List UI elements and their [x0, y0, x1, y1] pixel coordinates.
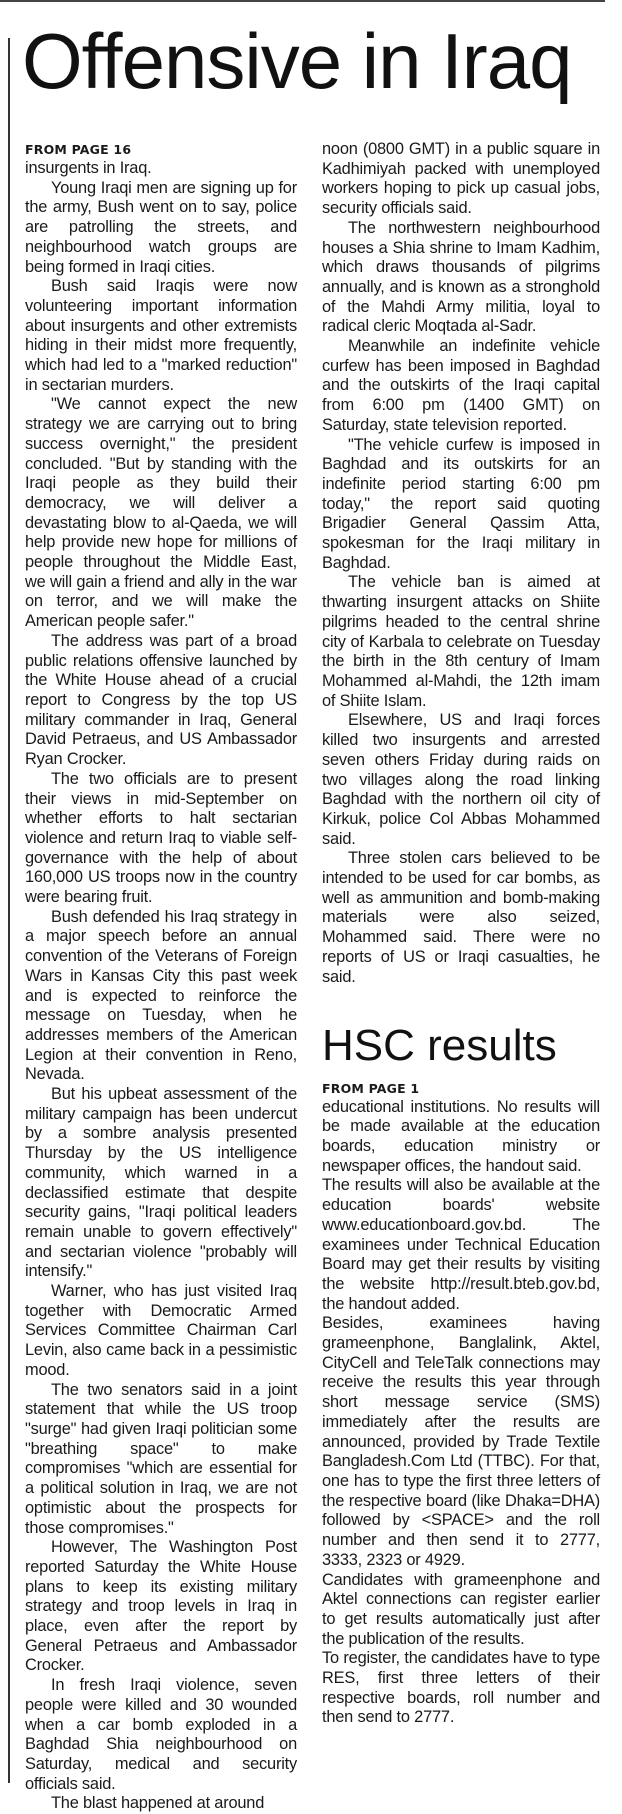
paragraph: "We cannot expect the new strategy we are carrying out to bring success overnight," the president concluded. "But by standing with the Iraqi people as they build their democracy, we will deliver a devastating blow to al-Qaeda, we will help provide new hope for millions of people throughout the Middle East, we will gain a friend and ally in the war on terror, and we will make the American people safer." — [25, 395, 297, 631]
right-column-stack — [322, 140, 600, 1728]
paragraph: Young Iraqi men are signing up for the army, Bush went on to say, police are patrolling the streets, and neighbourhood watch groups are being formed in Iraqi cities. — [25, 178, 297, 276]
paragraph: "The vehicle curfew is imposed in Baghdad and its outskirts for an indefinite period starting 6:00 pm today," the report said quoting Brigadier General Qassim Atta, spokesman for the Iraqi military in Baghdad. — [322, 435, 600, 572]
from-page-label: FROM PAGE 1 — [322, 1080, 420, 1096]
paragraph: Warner, who has just visited Iraq together with Democratic Armed Services Committee Chairman Carl Levin, also came back in a pessimistic mood. — [25, 1282, 297, 1379]
paragraph: The two senators said in a joint statement that while the US troop "surge" had given Iraqi politician some "breathing space" to make compromises "which are essential for a political solution in Iraq, we are not optimistic about the prospects for those compromises." — [25, 1380, 297, 1537]
hsc-article-body — [322, 1079, 600, 1729]
headline-offensive-in-iraq: Offensive in Iraq — [22, 17, 572, 105]
paragraph: Meanwhile an indefinite vehicle curfew has been imposed in Baghdad and the outskirts of the Iraqi capital from 6:00 pm (1400 GMT) on Saturday, state television reported. — [322, 337, 600, 434]
paragraph: Bush defended his Iraq strategy in a major speech before an annual convention of the Veterans of Foreign Wars in Kansas City this past week and is expected to reinforce the message on Tuesday, when he addresses members of the American Legion at their convention in Reno, Nevada. — [25, 907, 297, 1084]
paragraph: But his upbeat assessment of the military campaign has been undercut by a sombre analysis presented Thursday by the US intelligence community, which warned in a declassified estimate that despite security gains, "Iraqi political leaders remain unable to govern effectively" and sectarian violence "probably will intensify." — [25, 1085, 297, 1281]
paragraph: The two officials are to present their views in mid-September on whether efforts to halt sectarian violence and return Iraq to viable self-governance with the help of about 160,000 US troops now in the country were bearing fruit. — [25, 769, 297, 907]
paragraph: educational institutions. No results will be made available at the education boards, education ministry or newspaper offices, the handout said. — [322, 1097, 600, 1175]
paragraph: The northwestern neighbourhood houses a Shia shrine to Imam Kadhim, which draws thousands of pilgrims annually, and is known as a stronghold of the Mahdi Army militia, loyal to radical cleric Moqtada al-Sadr. — [322, 218, 600, 336]
paragraph: Bush said Iraqis were now volunteering important information about insurgents and other extremists hiding in their midst more frequently, which had led to a "marked reduction" in sectarian murders. — [25, 277, 297, 394]
from-page-label: FROM PAGE 16 — [25, 142, 132, 157]
paragraph: Besides, examinees having grameenphone, Banglalink, Aktel, CityCell and TeleTalk connections may receive the results this year through short message service (SMS) immediately after the results are announced, provided by Trade Textile Bangladesh.Com Ltd (TTBC). For that, one has to type the first three letters of the respective board (like Dhaka=DHA) followed by <SPACE> and the roll number and then send it to 2777, 3333, 2323 or 4929. — [322, 1314, 600, 1569]
paragraph: The vehicle ban is aimed at thwarting insurgent attacks on Shiite pilgrims headed to the central shrine city of Karbala to celebrate on Tuesday the birth in the 8th century of Imam Mohammed al-Mahdi, the 12th imam of Shiite Islam. — [322, 573, 600, 710]
top-rule — [0, 0, 605, 2]
paragraph: Three stolen cars believed to be intended to be used for car bombs, as well as ammunition and bomb-making materials were also seized, Mohammed said. There were no reports of US or Iraqi casualties, he said. — [322, 849, 600, 986]
paragraph: noon (0800 GMT) in a public square in Kadhimiyah packed with unemployed workers hoping to pick up casual jobs, security officials said. — [322, 140, 600, 218]
paragraph: To register, the candidates have to type RES, first three letters of their respective boards, roll number and then send to 2777. — [322, 1649, 600, 1727]
paragraph: In fresh Iraqi violence, seven people were killed and 30 wounded when a car bomb exploded in a Baghdad Shia neighbourhood on Saturday, medical and security officials said. — [25, 1676, 297, 1793]
article-left-column — [25, 140, 297, 1814]
article-right-column — [322, 140, 600, 987]
paragraph: Candidates with grameenphone and Aktel connections can register earlier to get results automatically just after the publication of the results. — [322, 1570, 600, 1648]
column-rule — [8, 38, 10, 1783]
paragraph: The address was part of a broad public relations offensive launched by the White House ahead of a crucial report to Congress by the top US military commander in Iraq, General David Petraeus, and US Ambassador Ryan Crocker. — [25, 631, 297, 769]
paragraph: The results will also be available at the education boards' website www.educationboard.gov.bd. The examinees under Technical Education Board may get their results by visiting the website http://result.bteb.gov.bd, the handout added. — [322, 1176, 600, 1313]
paragraph: The blast happened at around — [51, 1794, 265, 1813]
paragraph: insurgents in Iraq. — [25, 159, 152, 177]
paragraph: Elsewhere, US and Iraqi forces killed two insurgents and arrested seven others Friday during raids on two villages along the road linking Baghdad with the northern oil city of Kirkuk, police Col Abbas Mohammed said. — [322, 711, 600, 848]
paragraph: However, The Washington Post reported Saturday the White House plans to keep its existing military strategy and troop levels in Iraq in place, even after the report by General Petraeus and Ambassador Crocker. — [25, 1538, 297, 1675]
headline-hsc-results: HSC results — [322, 1021, 557, 1071]
